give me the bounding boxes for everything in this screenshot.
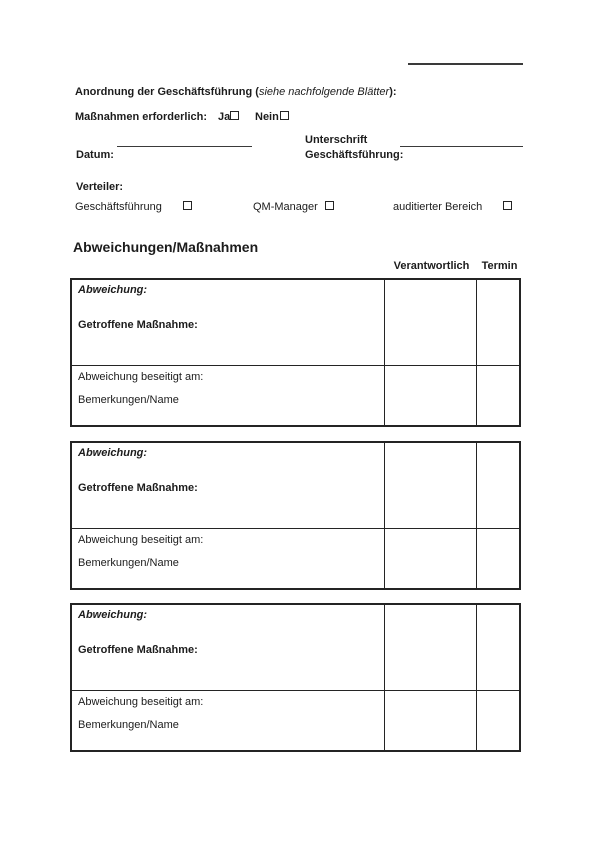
remarks-label: Bemerkungen/Name <box>78 557 179 569</box>
responsible-cell[interactable] <box>384 605 476 690</box>
distribution-item-qm-manager: QM-Manager <box>253 201 318 213</box>
deviation-block-2 <box>70 441 521 590</box>
resolved-label: Abweichung beseitigt am: <box>78 534 204 546</box>
responsible-cell[interactable] <box>384 529 476 588</box>
date-fill-line[interactable] <box>117 146 252 147</box>
responsible-cell[interactable] <box>384 280 476 365</box>
deviations-title: Abweichungen/Maßnahmen <box>73 239 259 255</box>
responsible-cell[interactable] <box>384 443 476 528</box>
signature-label-line2: Geschäftsführung: <box>305 149 404 161</box>
measure-label: Getroffene Maßnahme: <box>78 319 198 331</box>
signature-fill-line[interactable] <box>400 146 523 147</box>
management-order-prefix: Anordnung der Geschäftsführung ( <box>75 86 259 98</box>
deviation-entry-cell[interactable] <box>72 280 384 365</box>
geschaeftsfuehrung-checkbox[interactable] <box>183 201 192 210</box>
deviation-block-3 <box>70 603 521 752</box>
responsible-cell[interactable] <box>384 366 476 425</box>
remarks-label: Bemerkungen/Name <box>78 394 179 406</box>
column-header-deadline: Termin <box>481 260 518 272</box>
measure-label: Getroffene Maßnahme: <box>78 644 198 656</box>
distribution-title: Verteiler: <box>76 181 124 193</box>
yes-checkbox[interactable] <box>230 111 239 120</box>
management-order-label <box>75 86 397 98</box>
yes-label: Ja <box>218 111 231 123</box>
deadline-cell[interactable] <box>476 691 519 750</box>
deadline-cell[interactable] <box>476 280 519 365</box>
qm-manager-checkbox[interactable] <box>325 201 334 210</box>
deviation-label: Abweichung: <box>78 447 148 459</box>
deviation-label: Abweichung: <box>78 609 148 621</box>
deviation-entry-cell[interactable] <box>72 443 384 528</box>
distribution-item-auditierter-bereich: auditierter Bereich <box>393 201 483 213</box>
management-order-suffix: ): <box>389 86 397 98</box>
distribution-item-geschaeftsfuehrung: Geschäftsführung <box>75 201 162 213</box>
responsible-cell[interactable] <box>384 691 476 750</box>
measures-required-label: Maßnahmen erforderlich: <box>75 111 208 123</box>
deviation-block-1 <box>70 278 521 427</box>
resolved-cell[interactable] <box>72 529 384 588</box>
header-fill-line[interactable] <box>408 63 523 65</box>
resolved-cell[interactable] <box>72 691 384 750</box>
resolved-cell[interactable] <box>72 366 384 425</box>
deadline-cell[interactable] <box>476 529 519 588</box>
measure-label: Getroffene Maßnahme: <box>78 482 198 494</box>
resolved-label: Abweichung beseitigt am: <box>78 371 204 383</box>
deadline-cell[interactable] <box>476 443 519 528</box>
deviation-entry-cell[interactable] <box>72 605 384 690</box>
deadline-cell[interactable] <box>476 366 519 425</box>
column-header-responsible: Verantwortlich <box>393 260 470 272</box>
signature-label-line1: Unterschrift <box>305 134 368 146</box>
deviation-label: Abweichung: <box>78 284 148 296</box>
remarks-label: Bemerkungen/Name <box>78 719 179 731</box>
resolved-label: Abweichung beseitigt am: <box>78 696 204 708</box>
date-label: Datum: <box>76 149 114 161</box>
deadline-cell[interactable] <box>476 605 519 690</box>
auditierter-bereich-checkbox[interactable] <box>503 201 512 210</box>
no-checkbox[interactable] <box>280 111 289 120</box>
management-order-note: siehe nachfolgende Blätter <box>258 86 390 98</box>
no-label: Nein <box>255 111 279 123</box>
